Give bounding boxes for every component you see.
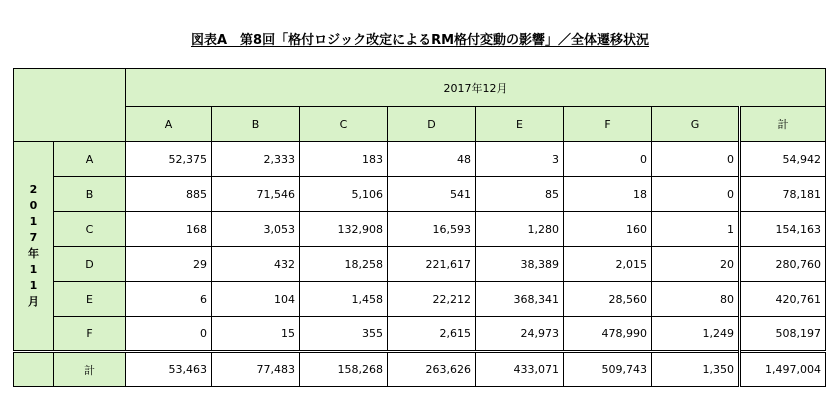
table-cell: 160 (564, 212, 652, 247)
row-header: C (54, 212, 126, 247)
table-cell: 478,990 (564, 317, 652, 352)
row-header: D (54, 247, 126, 282)
row-header: F (54, 317, 126, 352)
page-title (0, 29, 840, 48)
table-row (14, 142, 826, 177)
header-row-columns (14, 107, 826, 142)
table-cell: 16,593 (388, 212, 476, 247)
col-header-f: F (564, 107, 652, 142)
table-cell: 0 (126, 317, 212, 352)
row-total-cell: 154,163 (740, 212, 826, 247)
transition-table (13, 68, 826, 387)
row-header: E (54, 282, 126, 317)
table-cell: 2,015 (564, 247, 652, 282)
page-title-text: 図表A 第8回「格付ロジック改定によるRM格付変動の影響」／全体遷移状況 (190, 33, 650, 48)
table-cell: 52,375 (126, 142, 212, 177)
table-cell: 3 (476, 142, 564, 177)
table-row (14, 247, 826, 282)
table-cell: 1,280 (476, 212, 564, 247)
table-cell: 29 (126, 247, 212, 282)
table-cell: 1,249 (652, 317, 740, 352)
table-cell: 1,458 (300, 282, 388, 317)
table-cell: 6 (126, 282, 212, 317)
table-cell: 368,341 (476, 282, 564, 317)
col-header-d: D (388, 107, 476, 142)
table-cell: 104 (212, 282, 300, 317)
total-cell: 509,743 (564, 352, 652, 387)
table-cell: 541 (388, 177, 476, 212)
table-cell: 71,546 (212, 177, 300, 212)
table-cell: 18 (564, 177, 652, 212)
col-header-b: B (212, 107, 300, 142)
table-cell: 85 (476, 177, 564, 212)
table-row (14, 212, 826, 247)
total-row (14, 352, 826, 387)
table-cell: 2,333 (212, 142, 300, 177)
table-cell: 38,389 (476, 247, 564, 282)
corner-cell (14, 69, 126, 142)
row-total-cell: 508,197 (740, 317, 826, 352)
col-header-a: A (126, 107, 212, 142)
table-cell: 80 (652, 282, 740, 317)
total-cell: 53,463 (126, 352, 212, 387)
table-cell: 355 (300, 317, 388, 352)
table-cell: 5,106 (300, 177, 388, 212)
table-row (14, 282, 826, 317)
total-cell: 263,626 (388, 352, 476, 387)
table-cell: 221,617 (388, 247, 476, 282)
grand-total-cell: 1,497,004 (740, 352, 826, 387)
table-cell: 48 (388, 142, 476, 177)
total-cell: 158,268 (300, 352, 388, 387)
row-total-cell: 78,181 (740, 177, 826, 212)
row-group-header (14, 142, 54, 352)
row-header: B (54, 177, 126, 212)
table-cell: 3,053 (212, 212, 300, 247)
total-cell: 1,350 (652, 352, 740, 387)
table-cell: 24,973 (476, 317, 564, 352)
header-row-group (14, 69, 826, 107)
table-cell: 168 (126, 212, 212, 247)
table-cell: 132,908 (300, 212, 388, 247)
col-header-e: E (476, 107, 564, 142)
table-cell: 28,560 (564, 282, 652, 317)
row-header: A (54, 142, 126, 177)
col-header-c: C (300, 107, 388, 142)
col-group-header: 2017年12月 (126, 69, 826, 107)
row-group-label: 2017年11月 (28, 183, 39, 308)
table-cell: 22,212 (388, 282, 476, 317)
col-header-total: 計 (740, 107, 826, 142)
table-cell: 0 (564, 142, 652, 177)
total-row-spacer (14, 352, 54, 387)
table-cell: 885 (126, 177, 212, 212)
table-row (14, 177, 826, 212)
table-cell: 432 (212, 247, 300, 282)
col-header-g: G (652, 107, 740, 142)
total-cell: 433,071 (476, 352, 564, 387)
total-row-header: 計 (54, 352, 126, 387)
table-cell: 2,615 (388, 317, 476, 352)
table-row (14, 317, 826, 352)
table-cell: 1 (652, 212, 740, 247)
table-cell: 20 (652, 247, 740, 282)
table-cell: 18,258 (300, 247, 388, 282)
row-total-cell: 420,761 (740, 282, 826, 317)
table-cell: 0 (652, 177, 740, 212)
table-cell: 0 (652, 142, 740, 177)
row-total-cell: 54,942 (740, 142, 826, 177)
table-cell: 15 (212, 317, 300, 352)
total-cell: 77,483 (212, 352, 300, 387)
table-cell: 183 (300, 142, 388, 177)
row-total-cell: 280,760 (740, 247, 826, 282)
